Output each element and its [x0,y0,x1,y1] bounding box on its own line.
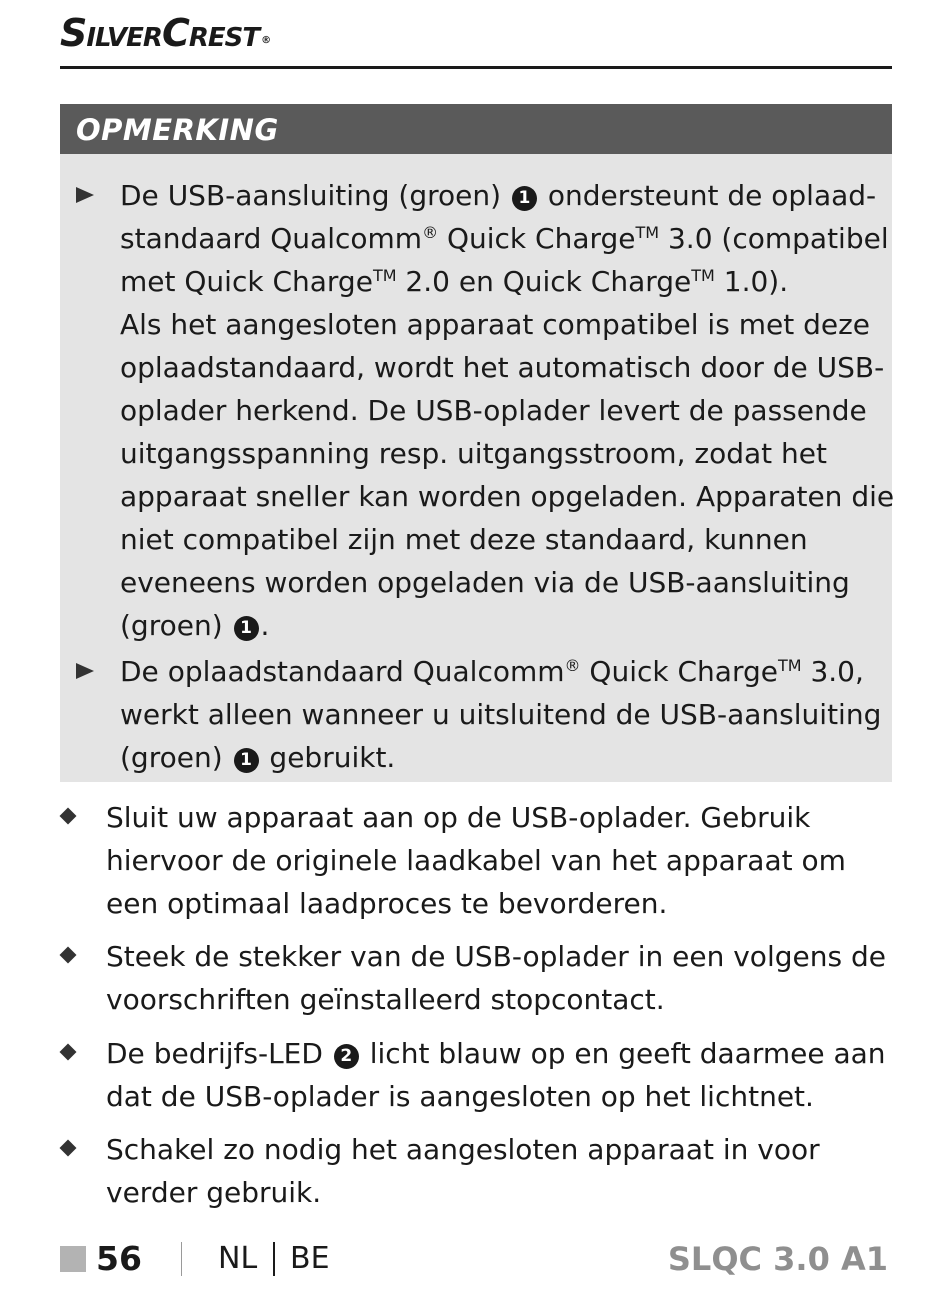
arrow-bullet-icon [76,650,96,693]
language-code: NL [218,1241,258,1276]
language-divider [273,1242,275,1276]
page-footer [0,1236,950,1282]
step-text: De bedrijfs-LED 2 licht blauw op en geeft daarmee aan dat de USB-oplader is aangesloten op het lichtnet. [106,1037,886,1113]
note-item-text: De USB-aansluiting (groen) 1 ondersteunt de oplaad-standaard Qualcomm® Quick Charge™ 3.0 (compatibel met Quick Charge™ 2.0 en Quick Charge™ 1.0). Als het aangesloten apparaat compatibel is met deze oplaadstandaard, wordt het automatisch door de USB-oplader herkend. De USB-oplader levert de passende uitgangsspanning resp. uitgangsstroom, zodat het apparaat sneller kan worden opgeladen. Apparaten die niet compatibel zijn met deze standaard, kunnen eveneens worden opgeladen via de USB-aansluiting (groen) 1 . [120,179,895,642]
reference-number-badge: 1 [234,748,259,773]
diamond-bullet-icon [62,1046,76,1060]
step-item-1 [106,796,892,925]
country-code: BE [290,1241,330,1276]
step-item-4 [106,1128,892,1214]
note-item-2 [120,650,936,779]
diamond-bullet-icon [62,949,76,963]
step-text: Steek de stekker van de USB-oplader in een volgens de voorschriften geïnstalleerd stopcontact. [106,940,886,1016]
brand-logo: SILVERCREST ® [60,11,271,55]
reference-number-badge: 2 [334,1044,359,1069]
note-title: OPMERKING [60,104,892,154]
step-item-3 [106,1032,892,1118]
step-item-2 [106,935,892,1021]
note-item-text: De oplaadstandaard Qualcomm® Quick Charge™ 3.0, werkt alleen wanneer u uitsluitend de USB-aansluiting (groen) 1 gebruikt. [120,655,882,774]
diamond-bullet-icon [62,1142,76,1156]
note-box [60,104,895,782]
model-number: SLQC 3.0 A1 [667,1240,888,1278]
note-item-1 [120,174,936,647]
step-text: Schakel zo nodig het aangesloten apparaat in voor verder gebruik. [106,1133,820,1209]
diamond-bullet-icon [62,810,76,824]
footer-square-icon [60,1246,86,1272]
arrow-bullet-icon [76,174,96,217]
reference-number-badge: 1 [512,186,537,211]
reference-number-badge: 1 [234,616,259,641]
header-divider [60,66,892,69]
page-number: 56 [96,1239,142,1278]
step-text: Sluit uw apparaat aan op de USB-oplader. Gebruik hiervoor de originele laadkabel van het apparaat om een optimaal laadproces te bevorderen. [106,801,846,920]
footer-divider [181,1242,182,1276]
